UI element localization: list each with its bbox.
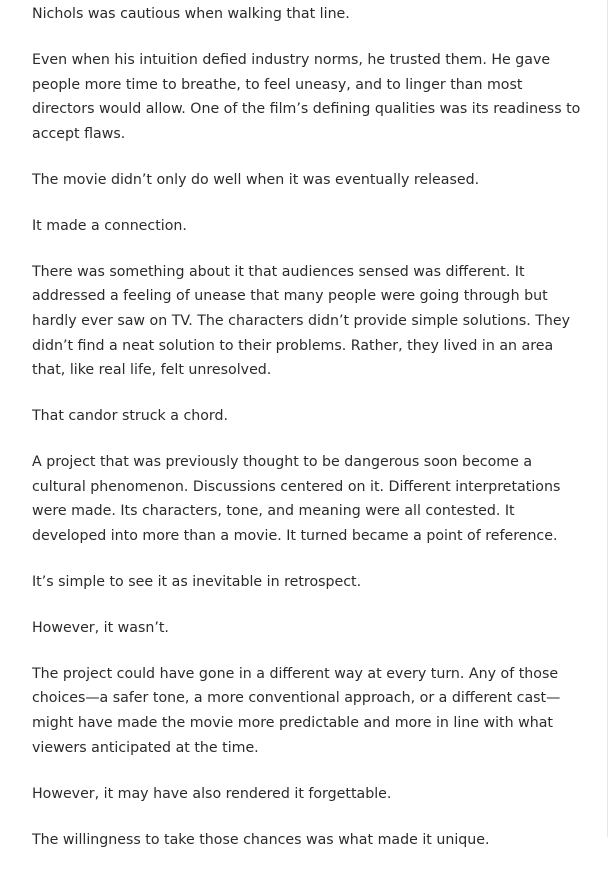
paragraph: There was something about it that audiences sensed was different. It addressed a feeling of unease that many people were going through but hardly ever saw on TV. The characters didn’t provide simple solutions. They didn’t find a neat solution to their problems. Rather, they lived in an area that, like real life, felt unresolved.	[32, 263, 571, 379]
paragraph: It made a connection.	[32, 217, 187, 234]
paragraph: Even when his intuition defied industry norms, he trusted them. He gave people more time to breathe, to feel uneasy, and to linger than most directors would allow. One of the film’s defining qualities was its readiness to accept flaws.	[32, 51, 581, 142]
paragraph: The willingness to take those chances was what made it unique.	[32, 831, 490, 848]
paragraph: It’s simple to see it as inevitable in retrospect.	[32, 573, 362, 590]
paragraph: However, it may have also rendered it forgettable.	[32, 785, 392, 802]
article-body	[32, 2, 582, 874]
paragraph: However, it wasn’t.	[32, 619, 169, 636]
paragraph: Nichols was cautious when walking that line.	[32, 6, 350, 22]
paragraph: The project could have gone in a different way at every turn. Any of those choices—a safer tone, a more conventional approach, or a different cast—might have made the movie more predictable and more in line with what viewers anticipated at the time.	[32, 665, 561, 756]
paragraph: A project that was previously thought to be dangerous soon become a cultural phenomenon. Discussions centered on it. Different interpretations were made. Its characters, tone, and meaning were all contested. It developed into more than a movie. It turned became a point of reference.	[32, 454, 561, 544]
paragraph: That candor struck a chord.	[32, 408, 229, 425]
paragraph: The movie didn’t only do well when it was eventually released.	[32, 171, 480, 188]
